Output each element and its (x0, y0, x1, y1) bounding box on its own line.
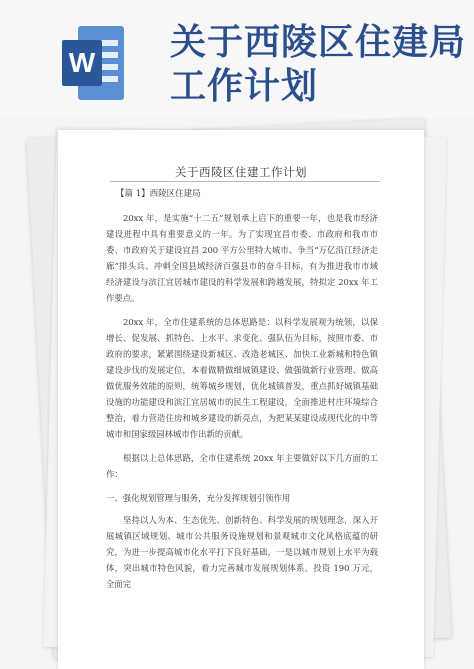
section-heading: 一、强化规划管理与服务，充分发挥规划引领作用 (106, 493, 291, 503)
document-title: 关于西陵区住建工作计划 (175, 165, 307, 179)
paragraph-3: 根据以上总体思路，全市住建系统 20xx 年主要做好以下几方面的工作： (106, 453, 378, 479)
word-logo-letter: W (68, 47, 96, 78)
paragraph-2: 20xx 年，全市住建系统的总体思路是：以科学发展观为统领，以保增长、促发展、抓特色、上水平、求变化、强队伍为目标，按照市委、市政府的要求，紧紧围绕建设新城区、改造老城区、加快工业新城和特色镇建设步伐的发展定位，本着做精做细城镇建设、做强做新行业管理、做高做优服务效能的原则，统筹城乡规划，优化城镇普发，重点抓好城镇基础设施的功能建设和滨江宜居城市的民生工程建设，全面推进村庄环境综合整治，着力营造住房和城乡建设的新亮点，为把某某建设成现代化的中等城市和国家级园林城市作出新的贡献。 (106, 317, 378, 439)
section-label: 【篇 1】西陵区住建局 (116, 189, 201, 199)
paragraph-1: 20xx 年，是实施“十二五”规划承上启下的重要一年，也是我市经济建设进程中具有重要意义的一年。为了实现宜昌市委、市政府和我市市委、市政府关于建设宜昌 200 平方公里特大城市、争当“万亿沿江经济走廊”排头兵、冲刺全国县域经济百强县市的奋斗目标，有为推进我市市域经济建设与滨江宜居城市建设的科学发展和跨越发展，特拟定 20xx 年工作要点。 (106, 213, 378, 303)
banner-title-line-2: 工作计划 (170, 65, 319, 107)
banner-title-line-1: 关于西陵区住建局 (170, 21, 467, 63)
paragraph-4: 坚持以人为本、生态优先、创新特色、科学发展的规划理念，深入开展城镇区域规划、城市公共服务设施规划和景观城市文化风格底蕴的研究，为进一步提高城市化水平打下良好基础，一是以城市规划上水平为载体，突出城市特色风貌，着力完善城市发展规划体系。投资 190 万元，全面完 (106, 515, 378, 589)
banner (0, 0, 474, 118)
document-body (106, 210, 378, 600)
banner-title (170, 20, 470, 108)
document-page (58, 130, 424, 669)
word-document-icon (62, 26, 124, 100)
title-divider (110, 181, 380, 182)
